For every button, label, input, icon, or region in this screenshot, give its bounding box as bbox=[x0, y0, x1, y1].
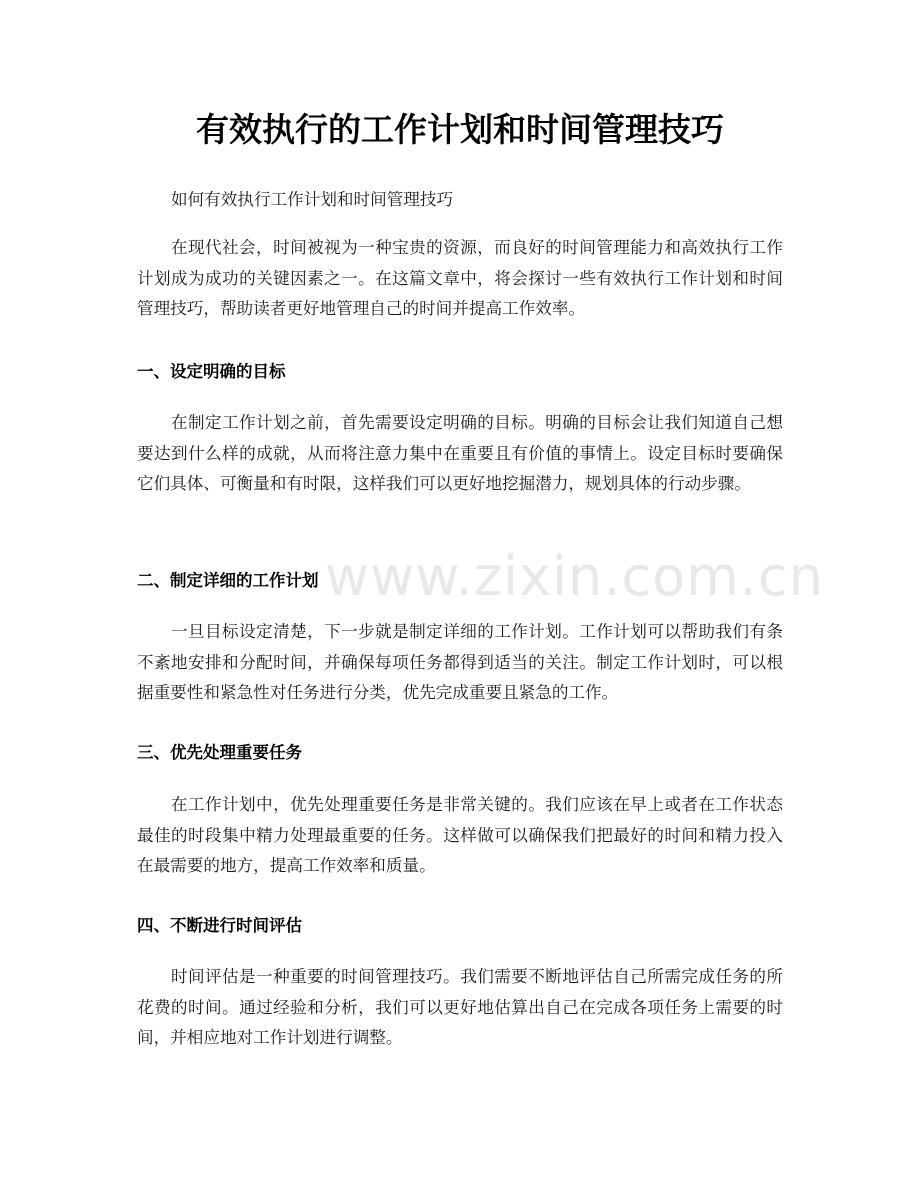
document-subtitle: 如何有效执行工作计划和时间管理技巧 bbox=[171, 190, 454, 209]
section-3-body: 在工作计划中，优先处理重要任务是非常关键的。我们应该在早上或者在工作状态最佳的时段集中精力处理最重要的任务。这样做可以确保我们把最好的时间和精力投入在最需要的地方，提高工作效率和质量。 bbox=[137, 795, 783, 875]
section-4-heading: 四、不断进行时间评估 bbox=[137, 916, 302, 935]
section-1-body: 在制定工作计划之前，首先需要设定明确的目标。明确的目标会让我们知道自己想要达到什么样的成就，从而将注意力集中在重要且有价值的事情上。设定目标时要确保它们具体、可衡量和有时限，这样我们可以更好地挖掘潜力，规划具体的行动步骤。 bbox=[137, 413, 783, 493]
section-2-body: 一旦目标设定清楚，下一步就是制定详细的工作计划。工作计划可以帮助我们有条不紊地安排和分配时间，并确保每项任务都得到适当的关注。制定工作计划时，可以根据重要性和紧急性对任务进行分类，优先完成重要且紧急的工作。 bbox=[137, 622, 783, 702]
section-2-heading: 二、制定详细的工作计划 bbox=[137, 571, 319, 590]
intro-paragraph: 在现代社会，时间被视为一种宝贵的资源，而良好的时间管理能力和高效执行工作计划成为成功的关键因素之一。在这篇文章中，将会探讨一些有效执行工作计划和时间管理技巧，帮助读者更好地管理自己的时间并提高工作效率。 bbox=[137, 238, 783, 318]
section-1-heading: 一、设定明确的目标 bbox=[137, 362, 286, 381]
section-4-body: 时间评估是一种重要的时间管理技巧。我们需要不断地评估自己所需完成任务的所花费的时间。通过经验和分析，我们可以更好地估算出自己在完成各项任务上需要的时间，并相应地对工作计划进行调整。 bbox=[137, 967, 783, 1047]
watermark: www.zixin.com.cn bbox=[325, 545, 824, 608]
section-3-heading: 三、优先处理重要任务 bbox=[137, 743, 302, 762]
document-title: 有效执行的工作计划和时间管理技巧 bbox=[196, 110, 724, 149]
